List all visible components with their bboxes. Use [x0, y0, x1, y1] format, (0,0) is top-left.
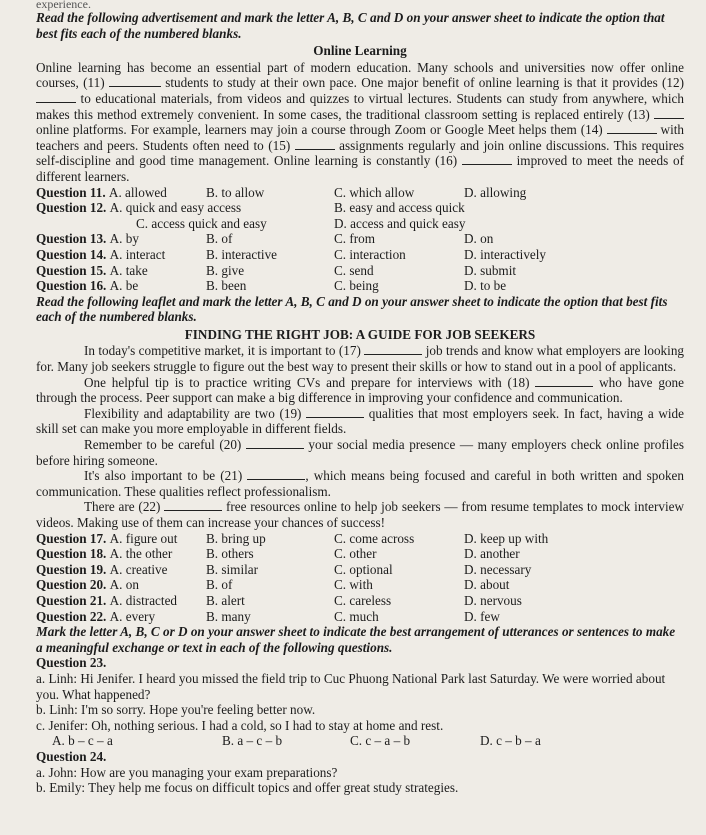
- question-label: Question 12.: [36, 200, 107, 216]
- question-row: [36, 593, 684, 609]
- question-row: [36, 247, 684, 263]
- option-d[interactable]: D. interactively: [464, 246, 547, 262]
- question-label: Question 15.: [36, 262, 107, 278]
- option-c[interactable]: C. being: [334, 278, 379, 294]
- question-label: Question 20.: [36, 577, 107, 593]
- blank-18[interactable]: [535, 375, 593, 387]
- option-a[interactable]: A. allowed: [108, 184, 167, 200]
- question-row: [36, 231, 684, 247]
- top-fragment: experience.: [36, 0, 91, 11]
- option-d[interactable]: D. necessary: [464, 561, 532, 577]
- passage-text: with teachers and peers. Students often need to (15): [36, 122, 684, 153]
- option-a[interactable]: A. figure out: [109, 530, 178, 546]
- option-d[interactable]: D. nervous: [464, 592, 522, 608]
- option-d[interactable]: D. access and quick easy: [334, 215, 466, 231]
- section2-title: FINDING THE RIGHT JOB: A GUIDE FOR JOB SEEKERS: [184, 326, 536, 342]
- option-b[interactable]: B. similar: [206, 561, 259, 577]
- question-row: [36, 185, 684, 201]
- option-a[interactable]: A. be: [109, 278, 139, 294]
- option-b[interactable]: B. to allow: [206, 184, 265, 200]
- question-label: Question 19.: [36, 561, 107, 577]
- passage-text: students to study at their own pace. One major benefit of online learning is that it provides (12): [160, 75, 684, 91]
- option-c[interactable]: C. much: [334, 608, 379, 624]
- option-b[interactable]: B. interactive: [206, 246, 278, 262]
- section2-instruction: Read the following leaflet and mark the letter A, B, C and D on your answer sheet to indicate the option that best fits each of the numbered blanks.: [36, 293, 668, 325]
- option-d[interactable]: D. to be: [464, 278, 507, 294]
- question-row: [36, 531, 684, 547]
- question-row: [36, 546, 684, 562]
- question-label: Question 13.: [36, 231, 107, 247]
- option-d[interactable]: D. few: [464, 608, 500, 624]
- option-a[interactable]: A. quick and easy access: [109, 200, 242, 216]
- option-a[interactable]: A. interact: [109, 246, 166, 262]
- option-c[interactable]: C. which allow: [334, 184, 415, 200]
- question-row: [36, 577, 684, 593]
- question-label: Question 21.: [36, 592, 107, 608]
- blank-13[interactable]: [654, 107, 684, 119]
- leaflet-paragraph: Remember to be careful (20) your social media presence — many employers check online profiles before hiring someone.: [36, 437, 684, 468]
- option-c[interactable]: C. come across: [334, 530, 415, 546]
- question-label: Question 18.: [36, 546, 107, 562]
- option-d[interactable]: D. keep up with: [464, 530, 549, 546]
- passage-text: improved to meet the needs of different learners.: [36, 153, 684, 184]
- question-label: Question 22.: [36, 608, 107, 624]
- leaflet-paragraph: It's also important to be (21) , which means being focused and careful in both written and spoken communication. These qualities reflect professionalism.: [36, 468, 684, 499]
- exchange-line: b. Linh: I'm so sorry. Hope you're feeling better now.: [36, 702, 316, 718]
- exchange-line: a. Linh: Hi Jenifer. I heard you missed the field trip to Cuc Phuong National Park last Saturday. We were worried about you. What happened?: [36, 670, 666, 702]
- passage-text: to educational materials, from videos and quizzes to virtual lectures. Students can study from anywhere, which makes this method extremely convenient. In some cases, the traditional classroom setting is replaced entirely (13): [36, 90, 684, 122]
- option-b[interactable]: B. alert: [206, 592, 245, 608]
- question-row: [36, 562, 684, 578]
- option-d[interactable]: D. about: [464, 577, 510, 593]
- option-a[interactable]: A. b – c – a: [52, 733, 113, 749]
- section1-instruction: Read the following advertisement and mark the letter A, B, C and D on your answer sheet to indicate the option that best fits each of the numbered blanks.: [36, 10, 665, 41]
- option-a[interactable]: A. on: [109, 577, 139, 593]
- question-23-options: [36, 733, 684, 749]
- passage-text: Online learning has become an essential part of modern education. Many schools and universities now offer online courses, (11): [36, 59, 684, 91]
- question-row: [36, 200, 684, 216]
- blank-15[interactable]: [295, 138, 335, 150]
- option-b[interactable]: B. of: [206, 231, 233, 247]
- section1-questions: [36, 185, 684, 294]
- question-24-label: Question 24.: [36, 748, 107, 764]
- option-d[interactable]: D. on: [464, 231, 494, 247]
- question-label: Question 14.: [36, 246, 107, 262]
- blank-12[interactable]: [36, 91, 76, 103]
- option-b[interactable]: B. many: [206, 608, 251, 624]
- option-c[interactable]: C. c – a – b: [350, 733, 411, 749]
- blank-20[interactable]: [246, 437, 304, 449]
- blank-21[interactable]: [247, 468, 305, 480]
- option-a[interactable]: A. creative: [109, 561, 168, 577]
- option-c[interactable]: C. from: [334, 231, 376, 247]
- exchange-line: a. John: How are you managing your exam preparations?: [36, 764, 338, 780]
- leaflet-paragraph: Flexibility and adaptability are two (19) qualities that most employers seek. In fact, having a wide skill set can make you more employable in different fields.: [36, 405, 684, 437]
- blank-11[interactable]: [109, 75, 161, 87]
- exchange-line: b. Emily: They help me focus on difficult topics and offer great study strategies.: [36, 780, 459, 796]
- leaflet-paragraph: There are (22) free resources online to help job seekers — from resume templates to mock interview videos. Making use of them can increase your chances of success!: [36, 499, 684, 530]
- option-a[interactable]: A. distracted: [109, 592, 178, 608]
- option-a[interactable]: A. the other: [109, 546, 173, 562]
- option-b[interactable]: B. been: [206, 278, 247, 294]
- passage-text: online platforms. For example, learners may join a course through Zoom or Google Meet helps them (14): [36, 122, 607, 138]
- question-row: [36, 216, 684, 232]
- option-a[interactable]: A. every: [109, 608, 156, 624]
- option-c[interactable]: C. interaction: [334, 246, 406, 262]
- option-a[interactable]: A. take: [109, 262, 148, 278]
- option-d[interactable]: D. submit: [464, 262, 517, 278]
- option-c[interactable]: C. with: [334, 577, 373, 593]
- question-label: Question 11.: [36, 184, 106, 200]
- option-b[interactable]: B. a – c – b: [222, 733, 283, 749]
- option-d[interactable]: D. allowing: [464, 184, 527, 200]
- option-c[interactable]: C. careless: [334, 592, 392, 608]
- question-row: [36, 278, 684, 294]
- section1-passage: [36, 60, 684, 185]
- option-b[interactable]: B. bring up: [206, 530, 266, 546]
- option-b[interactable]: B. give: [206, 262, 245, 278]
- section1-title: Online Learning: [313, 43, 407, 59]
- question-row: [36, 263, 684, 279]
- blank-14[interactable]: [607, 122, 657, 134]
- section2-questions: [36, 531, 684, 625]
- option-d[interactable]: D. c – b – a: [480, 733, 541, 749]
- option-b[interactable]: B. easy and access quick: [334, 200, 465, 216]
- option-c[interactable]: C. access quick and easy: [136, 215, 267, 231]
- passage-text: assignments regularly and join online discussions. This requires self-discipline and good time management. Online learning is constantly (16): [36, 137, 684, 169]
- option-d[interactable]: D. another: [464, 546, 520, 562]
- option-b[interactable]: B. others: [206, 546, 254, 562]
- option-b[interactable]: B. of: [206, 577, 233, 593]
- option-c[interactable]: C. send: [334, 262, 374, 278]
- question-label: Question 17.: [36, 530, 107, 546]
- leaflet-paragraph: One helpful tip is to practice writing CVs and prepare for interviews with (18) who have gone through the process. Peer support can make a big difference in improving your confidence and communication.: [36, 374, 684, 406]
- option-c[interactable]: C. optional: [334, 561, 393, 577]
- question-23-label: Question 23.: [36, 655, 107, 671]
- blank-19[interactable]: [306, 406, 364, 418]
- blank-17[interactable]: [364, 343, 422, 355]
- option-c[interactable]: C. other: [334, 546, 377, 562]
- exchange-line: c. Jenifer: Oh, nothing serious. I had a cold, so I had to stay at home and rest.: [36, 717, 444, 733]
- leaflet-paragraph: In today's competitive market, it is important to (17) job trends and know what employers are looking for. Many job seekers struggle to figure out the best way to present their skills or how to stand out in a pool of applicants.: [36, 343, 685, 375]
- section3-instruction: Mark the letter A, B, C or D on your answer sheet to indicate the best arrangement of utterances or sentences to make a meaningful exchange or text in each of the following questions.: [36, 624, 676, 655]
- blank-16[interactable]: [462, 153, 512, 165]
- question-label: Question 16.: [36, 278, 107, 294]
- option-a[interactable]: A. by: [109, 231, 139, 247]
- question-row: [36, 609, 684, 625]
- blank-22[interactable]: [164, 499, 222, 511]
